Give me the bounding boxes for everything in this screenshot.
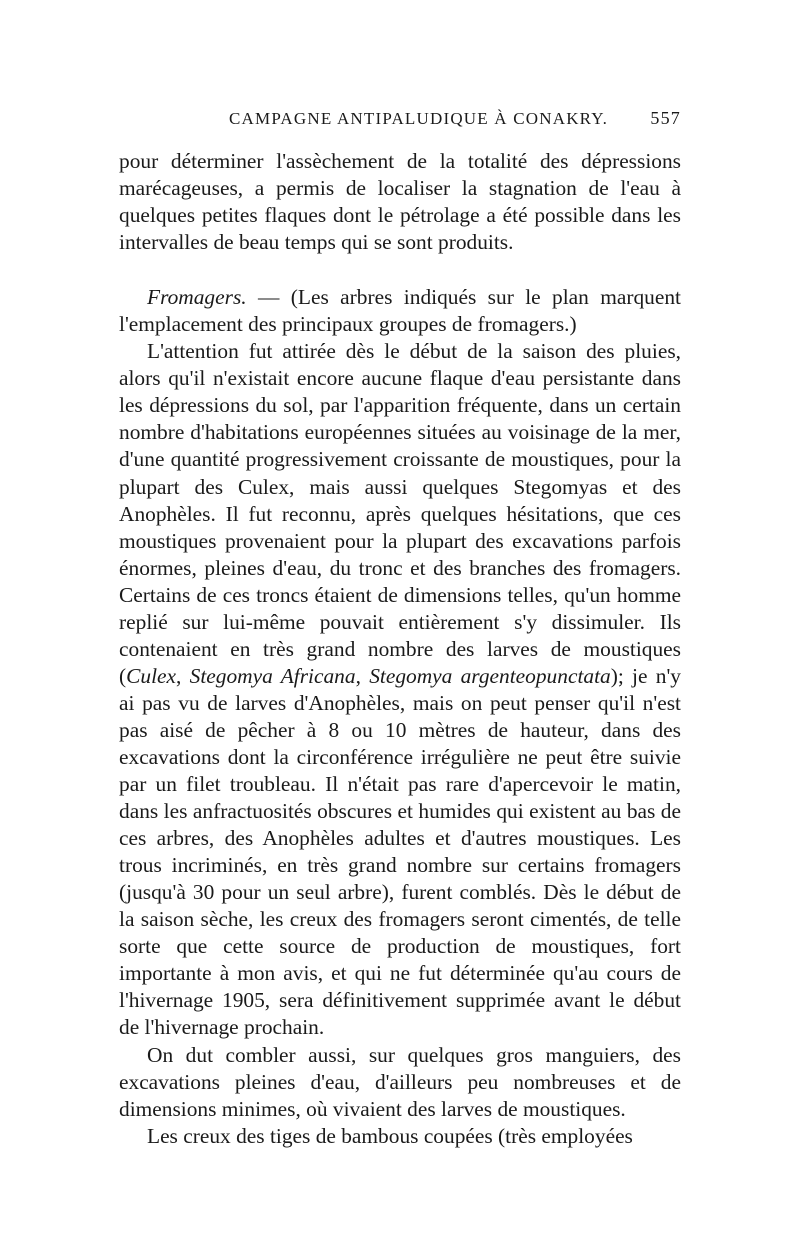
running-header — [119, 108, 681, 138]
page-number: 557 — [650, 108, 681, 128]
species-name: Stegomya argenteopunctata — [369, 663, 611, 688]
paragraph: pour déterminer l'assèchement de la totalité des dépressions marécageuses, a permis de localiser la stagnation de l'eau à quelques petites flaques dont le pétrolage a été possible dans les intervalles de beau temps qui se sont produits. — [119, 149, 681, 255]
text-run: , — [355, 663, 370, 688]
text-run: , — [176, 663, 190, 688]
section-heading: Fromagers. — [147, 285, 247, 310]
paragraph: On dut combler aussi, sur quelques gros manguiers, des excavations pleines d'eau, d'ailleurs peu nombreuses et de dimensions minimes, où vivaient des larves de moustiques. — [119, 1042, 681, 1121]
section-heading-note: — (Les arbres indiqués sur le plan marquent l'emplacement des principaux groupes de fromagers.) — [119, 285, 681, 337]
species-name: Stegomya Africana — [189, 663, 356, 688]
paragraph-fromagers — [119, 284, 681, 338]
text-run: ); je n'y ai pas vu de larves d'Anophèles, mais on peut penser qu'il n'est pas aisé de pêcher à 8 ou 10 mètres de hauteur, dans des excavations dont la circonférence irrégulière ne peut être suivie par un filet troubleau. Il n'était pas rare d'apercevoir le matin, dans les anfractuosités obscures et humides qui existent au bas de ces arbres, des Anophèles adultes et d'autres moustiques. Les trous incriminés, en très grand nombre sur certains fromagers (jusqu'à 30 pour un seul arbre), furent comblés. Dès le début de la saison sèche, les creux des fromagers seront cimentés, de telle sorte que cette source de production de moustiques, fort importante à mon avis, et qui ne fut déterminée qu'au cours de l'hivernage 1905, sera définitivement supprimée avant le début de l'hivernage prochain. — [119, 663, 682, 1040]
paragraph — [119, 338, 681, 1041]
running-title: CAMPAGNE ANTIPALUDIQUE À CONAKRY. — [229, 109, 609, 128]
page-body — [119, 148, 681, 1150]
book-page — [119, 108, 681, 1150]
text-run: L'attention fut attirée dès le début de la saison des pluies, alors qu'il n'existait encore aucune flaque d'eau persistante dans les dépressions du sol, par l'apparition fréquente, dans un certain nombre d'habitations européennes situées au voisinage de la mer, d'une quantité progressivement croissante de moustiques, pour la plupart des Culex, mais aussi quelques Stegomyas et des Anophèles. Il fut reconnu, après quelques hésitations, que ces moustiques provenaient pour la plupart des excavations parfois énormes, pleines d'eau, du tronc et des branches des fromagers. Certains de ces troncs étaient de dimensions telles, qu'un homme replié sur lui-même pouvait entièrement s'y dissimuler. Ils contenaient en très grand nombre des larves de moustiques ( — [119, 339, 681, 688]
species-name: Culex — [126, 663, 177, 688]
paragraph: Les creux des tiges de bambous coupées (très employées — [147, 1123, 633, 1148]
